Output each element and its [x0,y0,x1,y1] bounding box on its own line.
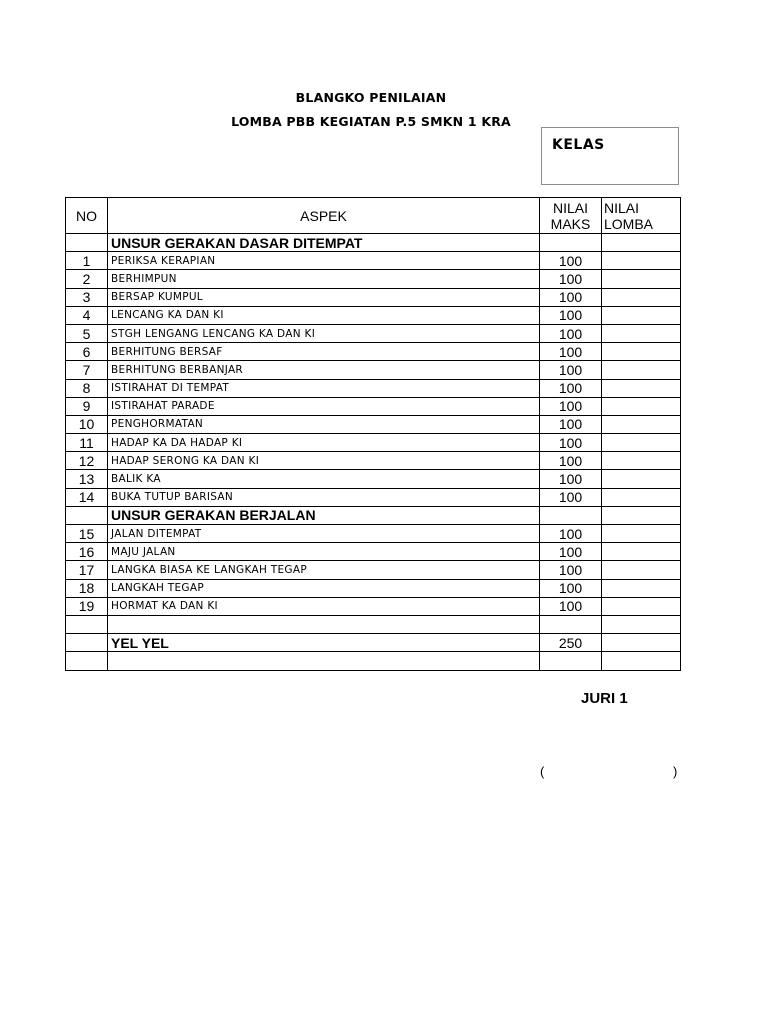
row-nilai-maks: 100 [540,288,602,306]
row-no: 9 [66,397,108,415]
table-row [66,597,681,615]
row-nilai-maks: 100 [540,488,602,506]
row-nilai-maks: 100 [540,525,602,543]
row-aspek: ISTIRAHAT PARADE [108,397,540,415]
row-nilai-lomba-cell[interactable] [602,397,681,415]
row-no: 12 [66,452,108,470]
form-title: BLANGKO PENILAIAN [295,90,447,105]
row-no: 1 [66,252,108,270]
row-nilai-maks: 100 [540,306,602,324]
row-nilai-lomba-cell[interactable] [602,306,681,324]
row-aspek [108,652,540,670]
row-nilai-lomba-cell[interactable] [602,452,681,470]
juri-label: JURI 1 [581,690,628,707]
signature-close-paren: ) [673,764,678,779]
row-nilai-maks: 100 [540,379,602,397]
header-nilai-maks-line2: MAKS [550,215,591,232]
table-row [66,579,681,597]
row-no: 4 [66,306,108,324]
row-no: 10 [66,415,108,433]
row-no [66,506,108,524]
row-nilai-lomba-cell[interactable] [602,252,681,270]
row-aspek [108,615,540,633]
row-aspek: HADAP SERONG KA DAN KI [108,452,540,470]
row-nilai-maks [540,506,602,524]
row-no: 15 [66,525,108,543]
table-row [66,434,681,452]
row-no: 14 [66,488,108,506]
row-aspek: ISTIRAHAT DI TEMPAT [108,379,540,397]
row-nilai-maks: 100 [540,434,602,452]
row-aspek: HORMAT KA DAN KI [108,597,540,615]
row-nilai-maks: 250 [540,634,602,652]
row-aspek: HADAP KA DA HADAP KI [108,434,540,452]
row-nilai-lomba-cell[interactable] [602,615,681,633]
section-row [66,506,681,524]
row-no: 6 [66,343,108,361]
header-no: NO [66,198,108,234]
row-nilai-lomba-cell[interactable] [602,488,681,506]
row-aspek: MAJU JALAN [108,543,540,561]
row-nilai-lomba-cell[interactable] [602,525,681,543]
row-nilai-maks: 100 [540,452,602,470]
row-nilai-maks: 100 [540,470,602,488]
row-aspek: LENCANG KA DAN KI [108,306,540,324]
row-aspek: BERSAP KUMPUL [108,288,540,306]
row-no: 3 [66,288,108,306]
table-row [66,306,681,324]
row-nilai-lomba-cell[interactable] [602,470,681,488]
row-no [66,652,108,670]
header-nilai-maks [540,198,602,234]
row-aspek: PERIKSA KERAPIAN [108,252,540,270]
row-nilai-lomba-cell[interactable] [602,561,681,579]
table-row [66,615,681,633]
row-nilai-maks: 100 [540,324,602,342]
row-no: 18 [66,579,108,597]
row-no: 2 [66,270,108,288]
table-row [66,652,681,670]
table-row [66,361,681,379]
table-row [66,252,681,270]
row-nilai-maks: 100 [540,343,602,361]
section-title: UNSUR GERAKAN DASAR DITEMPAT [108,234,540,252]
row-nilai-maks: 100 [540,561,602,579]
table-row [66,379,681,397]
row-no: 11 [66,434,108,452]
section-row [66,234,681,252]
section-row [66,634,681,652]
table-row [66,288,681,306]
header-nilai-lomba [602,198,681,234]
row-no: 19 [66,597,108,615]
row-no [66,634,108,652]
row-nilai-lomba-cell[interactable] [602,234,681,252]
table-header-row [66,198,681,234]
row-aspek: BALIK KA [108,470,540,488]
row-nilai-maks: 100 [540,597,602,615]
section-title: YEL YEL [108,634,540,652]
table-row [66,525,681,543]
table-row [66,415,681,433]
row-no: 5 [66,324,108,342]
row-nilai-lomba-cell[interactable] [602,506,681,524]
row-aspek: BERHITUNG BERSAF [108,343,540,361]
row-nilai-lomba-cell[interactable] [602,379,681,397]
row-nilai-maks [540,234,602,252]
row-nilai-maks: 100 [540,543,602,561]
row-no: 16 [66,543,108,561]
row-no [66,234,108,252]
row-nilai-maks: 100 [540,270,602,288]
row-nilai-maks: 100 [540,579,602,597]
section-title: UNSUR GERAKAN BERJALAN [108,506,540,524]
row-nilai-lomba-cell[interactable] [602,634,681,652]
kelas-box[interactable] [541,127,679,185]
table-row [66,343,681,361]
table-row [66,452,681,470]
row-nilai-lomba-cell[interactable] [602,652,681,670]
row-no: 8 [66,379,108,397]
row-aspek: BERHITUNG BERBANJAR [108,361,540,379]
row-nilai-maks: 100 [540,252,602,270]
row-aspek: JALAN DITEMPAT [108,525,540,543]
row-nilai-lomba-cell[interactable] [602,543,681,561]
table-row [66,561,681,579]
row-nilai-lomba-cell[interactable] [602,361,681,379]
row-aspek: BERHIMPUN [108,270,540,288]
row-nilai-maks: 100 [540,361,602,379]
kelas-label: KELAS [552,137,605,153]
signature-open-paren: ( [540,764,545,779]
form-subtitle: LOMBA PBB KEGIATAN P.5 SMKN 1 KRA [231,114,511,129]
header-aspek: ASPEK [108,198,540,234]
table-row [66,488,681,506]
row-nilai-maks [540,652,602,670]
row-nilai-lomba-cell[interactable] [602,415,681,433]
row-nilai-lomba-cell[interactable] [602,579,681,597]
row-aspek: BUKA TUTUP BARISAN [108,488,540,506]
row-no: 7 [66,361,108,379]
row-nilai-lomba-cell[interactable] [602,324,681,342]
table-row [66,270,681,288]
row-nilai-lomba-cell[interactable] [602,597,681,615]
row-nilai-maks [540,615,602,633]
header-nilai-maks-line1: NILAI [552,199,588,216]
scoring-table [65,197,681,671]
row-aspek: PENGHORMATAN [108,415,540,433]
row-aspek: LANGKA BIASA KE LANGKAH TEGAP [108,561,540,579]
row-nilai-lomba-cell[interactable] [602,434,681,452]
table-row [66,324,681,342]
row-nilai-lomba-cell[interactable] [602,270,681,288]
row-nilai-lomba-cell[interactable] [602,343,681,361]
row-no [66,615,108,633]
header-nilai-lomba-line1: NILAI [604,199,640,216]
table-row [66,543,681,561]
row-nilai-maks: 100 [540,415,602,433]
row-nilai-maks: 100 [540,397,602,415]
row-nilai-lomba-cell[interactable] [602,288,681,306]
table-row [66,470,681,488]
row-aspek: LANGKAH TEGAP [108,579,540,597]
row-aspek: STGH LENGANG LENCANG KA DAN KI [108,324,540,342]
table-row [66,397,681,415]
row-no: 13 [66,470,108,488]
header-nilai-lomba-line2: LOMBA [604,215,654,232]
row-no: 17 [66,561,108,579]
